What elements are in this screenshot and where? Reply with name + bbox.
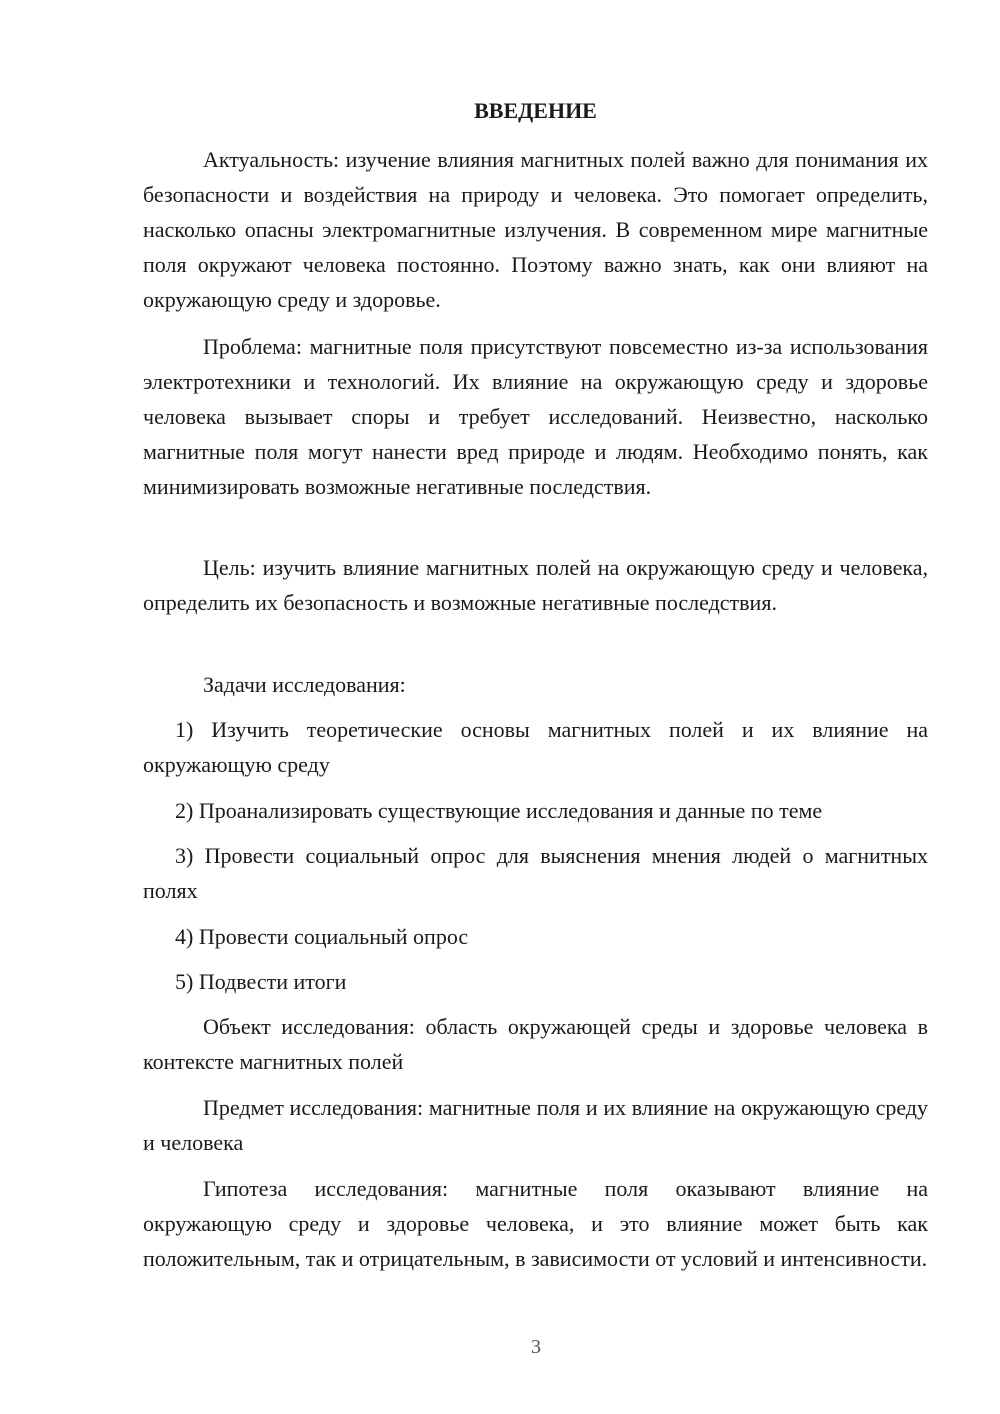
- object-paragraph: Объект исследования: область окружающей среды и здоровье человека в контексте магнитных полей: [143, 1014, 928, 1074]
- task-item: 2) Проанализировать существующие исследования и данные по теме: [175, 798, 823, 823]
- task-item: 3) Провести социальный опрос для выяснения мнения людей о магнитных полях: [143, 843, 928, 903]
- hypothesis-paragraph: Гипотеза исследования: магнитные поля оказывают влияние на окружающую среду и здоровье человека, и это влияние может быть как положительным, так и отрицательным, в зависимости от условий и интенсивности.: [143, 1176, 928, 1271]
- page-title: ВВЕДЕНИЕ: [474, 98, 597, 123]
- subject-paragraph: Предмет исследования: магнитные поля и их влияние на окружающую среду и человека: [143, 1095, 928, 1155]
- tasks-title: Задачи исследования:: [203, 672, 406, 697]
- task-item: 5) Подвести итоги: [175, 969, 347, 994]
- problem-paragraph: Проблема: магнитные поля присутствуют повсеместно из-за использования электротехники и технологий. Их влияние на окружающую среду и здоровье человека вызывает споры и требует исследований. Неизвестно, насколько магнитные поля могут нанести вред природе и людям. Необходимо понять, как минимизировать возможные негативные последствия.: [143, 334, 928, 499]
- relevance-paragraph: Актуальность: изучение влияния магнитных полей важно для понимания их безопасности и воздействия на природу и человека. Это помогает определить, насколько опасны электромагнитные излучения. В современном мире магнитные поля окружают человека постоянно. Поэтому важно знать, как они влияют на окружающую среду и здоровье.: [143, 147, 928, 312]
- page-number: 3: [531, 1336, 541, 1358]
- task-item: 1) Изучить теоретические основы магнитных полей и их влияние на окружающую среду: [143, 717, 928, 777]
- goal-paragraph: Цель: изучить влияние магнитных полей на окружающую среду и человека, определить их безопасность и возможные негативные последствия.: [143, 555, 928, 615]
- task-item: 4) Провести социальный опрос: [175, 924, 469, 949]
